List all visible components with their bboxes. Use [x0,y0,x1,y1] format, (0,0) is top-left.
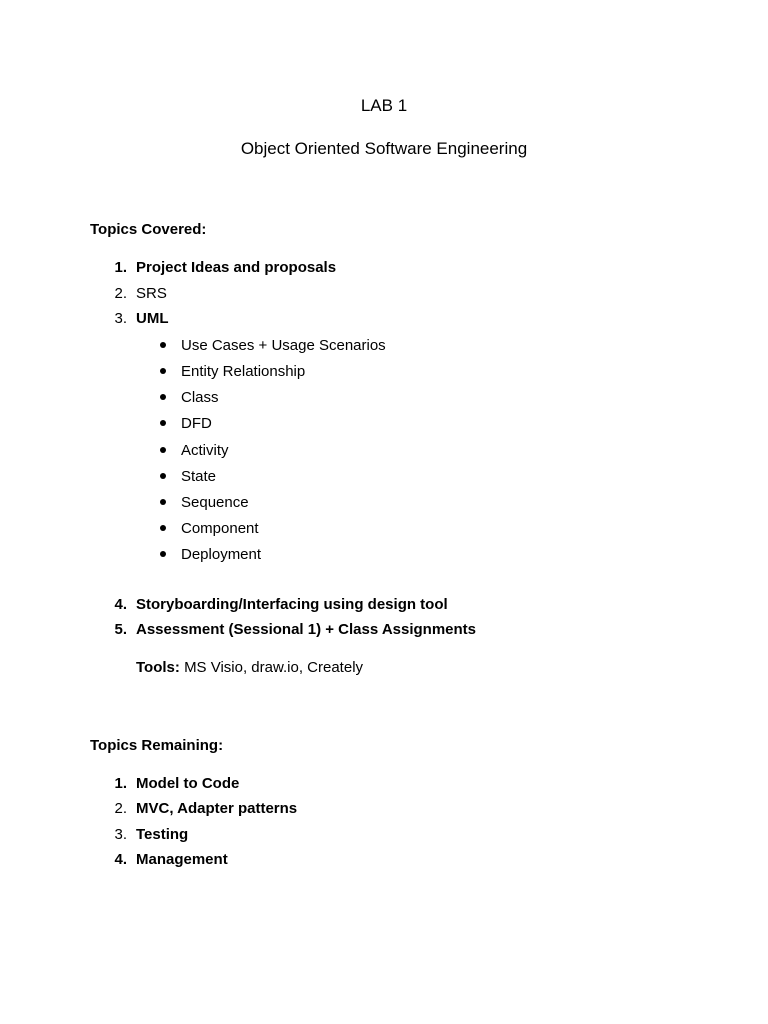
bullet-icon [160,342,166,348]
bullet-icon [160,447,166,453]
sublist-item: Use Cases + Usage Scenarios [181,337,386,354]
topics-covered-heading: Topics Covered: [90,221,207,238]
list-item-number: 1. [114,775,127,792]
list-item: Model to Code [136,775,240,792]
sublist-item: Class [181,389,219,406]
bullet-icon [160,368,166,374]
list-item: MVC, Adapter patterns [136,800,298,817]
bullet-icon [160,473,166,479]
sublist-item: DFD [181,415,212,432]
list-item-number: 3. [114,310,127,327]
list-item-number: 4. [114,851,127,868]
list-item: Storyboarding/Interfacing using design tool [136,596,448,613]
sublist-item: Activity [181,442,229,459]
sublist-item: Sequence [181,494,249,511]
list-item: UML [136,310,169,327]
list-item-number: 5. [114,621,127,638]
document-title: LAB 1 [360,96,408,115]
document-subtitle: Object Oriented Software Engineering [240,139,528,158]
bullet-icon [160,551,166,557]
list-item: SRS [136,285,167,302]
sublist-item: Entity Relationship [181,363,306,380]
bullet-icon [160,499,166,505]
tools-value: MS Visio, draw.io, Creately [184,659,364,676]
list-item-number: 4. [114,596,127,613]
list-item: Testing [136,826,189,843]
list-item: Project Ideas and proposals [136,259,337,276]
list-item: Assessment (Sessional 1) + Class Assignments [136,621,477,638]
list-item: Management [136,851,228,868]
sublist-item: State [181,468,217,485]
topics-remaining-heading: Topics Remaining: [90,737,224,754]
list-item-number: 1. [114,259,127,276]
tools-line [136,660,363,675]
list-item-number: 2. [114,800,127,817]
bullet-icon [160,394,166,400]
bullet-icon [160,420,166,426]
tools-label: Tools: [136,659,180,676]
list-item-number: 2. [114,285,127,302]
list-item-number: 3. [114,826,127,843]
bullet-icon [160,525,166,531]
sublist-item: Deployment [181,546,262,563]
sublist-item: Component [181,520,259,537]
